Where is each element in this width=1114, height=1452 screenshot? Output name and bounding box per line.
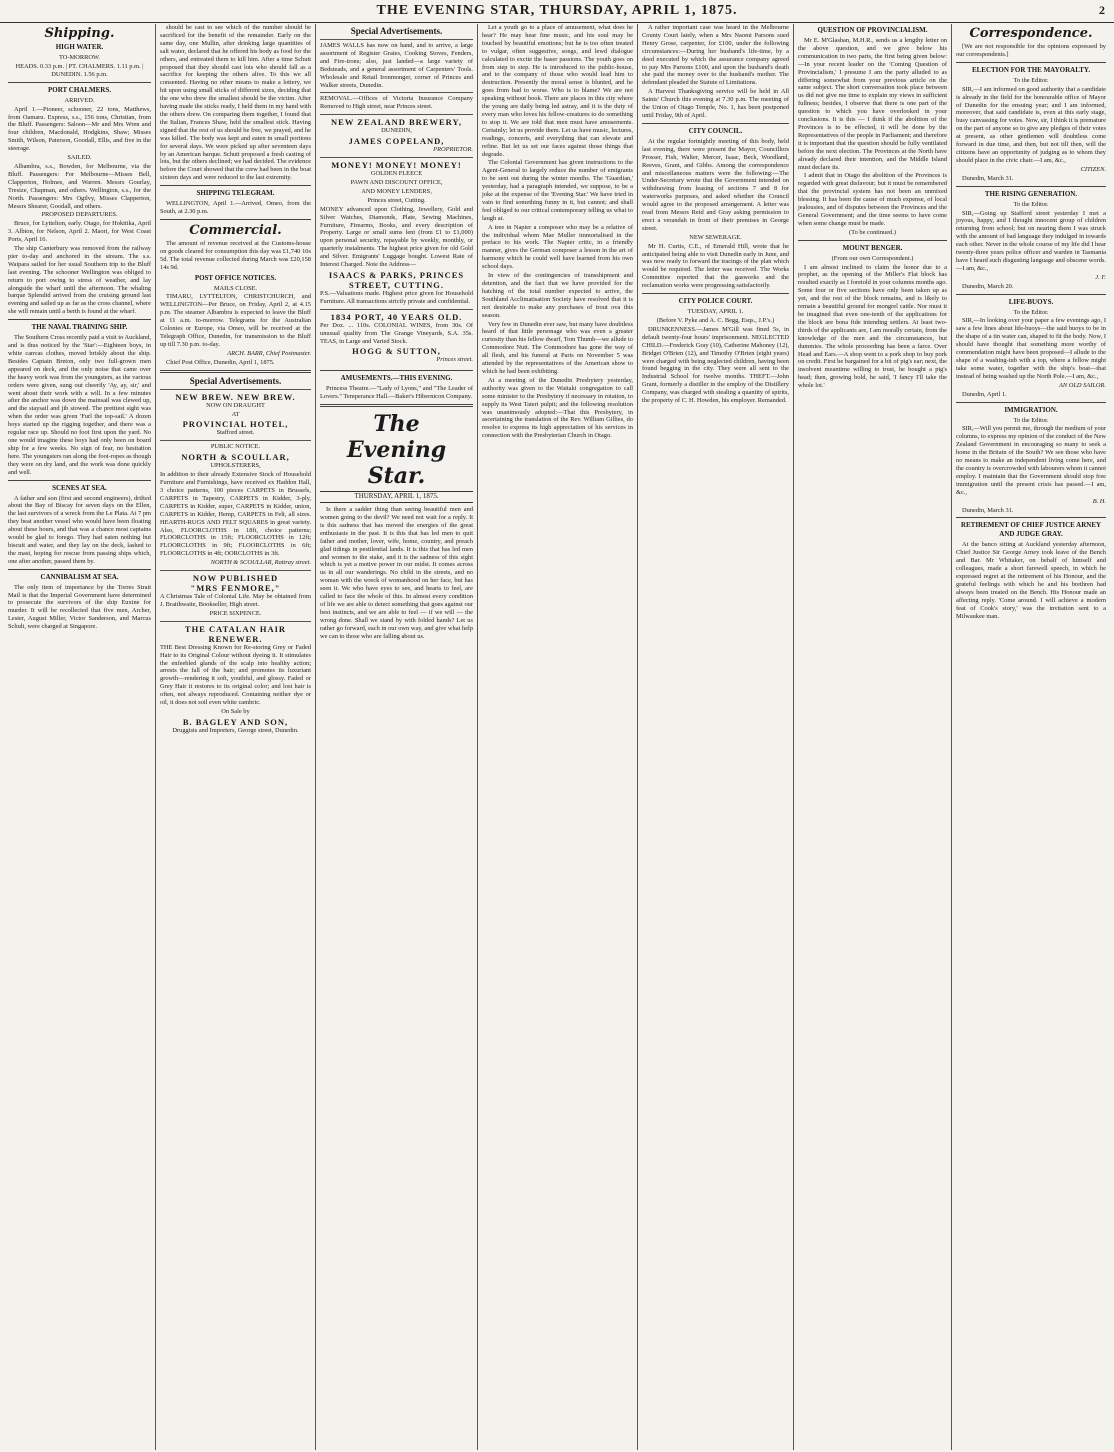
catalan-title: THE CATALAN HAIR RENEWER. <box>184 623 287 644</box>
rising-generation-heading: THE RISING GENERATION. <box>984 189 1078 198</box>
column-4 <box>478 24 638 1450</box>
rising-generation-to: To the Editor. <box>1013 200 1049 208</box>
high-water-times: HEADS. 0.33 p.m. | PT. CHALMERS. 1.11 p.m. | DUNEDIN. 1.56 p.m. <box>15 62 144 78</box>
catalan-firm-address: Druggists and Importers, George street, Dunedin. <box>172 726 299 734</box>
departures-text: Bruce, for Lyttelton, early. Otago, for Hokitika, April 3. Albion, for Nelson, April 2. Maori, for West Coast Ports, April 16. <box>8 220 151 244</box>
life-buoys-date: Dunedin, April 1. <box>962 390 1007 398</box>
city-council-text: At the regular fortnightly meeting of this body, held last evening, there were present the Mayor, Councillors Prosser, Fish, Walter, Mercer, Isaac, Beck, Woodland, Reeves, Grant, and Gibbs. Among the correspondence and miscellaneous matters were the following:—The Under-Secretary wrote that the Government intended on withdrawing from leasing of sections 7 and 8 for waterworks purposes, and asked whether the Council would agree to the proposed arrangement. A letter was read from Messrs Reid and Gray asking permission to erect a verandah in front of their premises in George street. <box>642 137 789 232</box>
new-brew-title: NEW BREW. NEW BREW. <box>175 391 296 402</box>
money-line-3: AND MONEY LENDERS, <box>361 187 432 195</box>
acclimatisation-news: In view of the contingencies of transshipment and detention, and the fact that we have provided for the hatching of the total number expected to arrive, the Southland Acclimatisation Society have resolved that it is not desirable to make any purchases of trout ova this season. <box>482 272 633 319</box>
post-office-heading: POST OFFICE NOTICES. <box>194 273 277 282</box>
provincialism-text-2: I admit that in Otago the abolition of the Provinces is regarded with great disfavour; but it must be remembered that the provincial system has not been an unmixed blessing. It has been the cause of much expense, of local jealousies, and of disputes between the Provinces and the General Government; and the time seems to have come when some change must be made. <box>798 172 947 227</box>
masthead-title: THE EVENING STAR, THURSDAY, APRIL 1, 1875. <box>376 3 738 18</box>
mount-benger-text: I am almost inclined to claim the honor due to a prophet, as the opening of the Miller's Flat block has resulted exactly as I foretold in your columns months ago. Some four or five sections have only been taken up as yet, and the rest of the block remains, and is likely to remain a beautiful ground for mongrel cattle. Nor must it be imagined that even one-tenth of the applications for the block are bona fide intending settlers. At least two-thirds of the applicants are, I am morally certain, from the knowledge of the men and the circumstances, but dummies. The whole proceeding has been a farce. Over Head and Ears.—A shop went to a pork shop to buy pork on credit. First he bargained for a bit of pig's ear; next, the insolvent meantime willing to trust, he bought a pig's head; then, growing bold, he said, 'I fancy I'll take the whole lot.' <box>798 263 947 390</box>
arrived-heading: ARRIVED. <box>64 96 95 104</box>
harvest-news: A Harvest Thanksgiving service will be held in All Saints' Church this evening at 7.30 p.m. The meeting of the Union of Otago Temple, No. 1, has been postponed until Friday, 9th of April. <box>642 88 789 119</box>
cannibalism-continued: should be cast to see which of the number should be sacrificed for the benefit of the remainder. Early on the same day, one Mullin, after drinking large quantities of salt water, declared that he offered his body as food for the others, and entreated them to kill him. After a time Schutt proposed that they should cast lots who should fall as a sacrifice for keeping the others alive. To this we all consented. Having no other means to make a lottery, we hit upon using small sticks of different sizes, deciding that the one who drew the smallest should be the victim. After having made the sticks ready, I held them in my hand with the others drew. On comparing them together, I found that the Italian, Frances Shaw, held the smallest stick. Having signed that the rest of us should be free, we prayed, and he was killed. The body was kept and eaten in small portions for several days. We were picked up after seventeen days by an American barque. Schutt proposed a fresh casting of lots, but the others declined; we had decided. The evidence before the Court showed that the crew had been in the boat sixteen days and were reduced to the last extremity. <box>160 24 311 182</box>
paper-title: The Evening Star. <box>346 411 447 490</box>
column-1 <box>4 24 156 1450</box>
mails-close: MAILS CLOSE. <box>213 284 258 292</box>
money-address: ISAACS & PARKS, PRINCES STREET, CUTTING. <box>328 269 465 290</box>
amusements-text: Princess Theatre.—"Lady of Lyons," and "The Leader of Lovers." Temperance Hall.—Baker's Hibernicon Company. <box>320 385 473 401</box>
commercial-text: The amount of revenue received at the Customs-house on goods cleared for consumption this day was £1,740 10s 5d. The total revenue collected during March was £20,158 14s 9d. <box>160 239 311 271</box>
police-court-date: TUESDAY, APRIL 1. <box>687 308 744 316</box>
sailed-text: Albambra, s.s., Bowden, for Melbourne, via the Bluff. Passengers: For Melbourne—Misses Bell, Clapperton, Holmes, and Warren. Messrs Gourlay, Tresize, Chapman, and others. Wellington, s.s., for the North. Passengers: Mrs Ogilvy, Misses Clapperton, Messrs Shearer, Goodall, and others. <box>8 162 151 210</box>
post-office-sign: ARCH. BARR, Chief Postmaster. <box>227 349 311 357</box>
training-ship-text: The Southern Cross recently paid a visit to Auckland, and is thus noticed by the 'Star':—Eighteen boys, in white canvas clothes, moved briskly about the ship. Besides Captain Breton, only two full-grown men appeared on deck, and the only noise that came over the heavy work was from the youngsters, as the various orders were given, sung out cheerily 'Ay, ay, sir,' and went about their work with a will. In a few minutes after the anchor was down the mainsail was clewed up, and the staysail and jib stowed. The prettiest sight was when the order was given 'Furl the top-sail.' A dozen boys started up the rigging together, and there was a regular race up. Should no foot first upon the yard. No one would imagine these boys had only been on board ship for a few weeks. No sign of fear, no hesitation here. The youngsters ran along the foot-ropes as though they were on dry land, and the work was done quickly and well. <box>8 334 151 476</box>
brewery-proprietor: PROPRIETOR. <box>433 146 473 154</box>
published-title: NOW PUBLISHED <box>192 573 279 584</box>
north-scoullar-ad <box>160 440 311 570</box>
telegram-text: WELLINGTON, April 1.—Arrived, Omeo, from the South, at 2.30 p.m. <box>160 200 311 216</box>
cannibalism-heading: CANNIBALISM AT SEA. <box>40 572 119 581</box>
provincialism-text: Mr E. M'Glashan, M.H.R., sends us a lengthy letter on the above question, and we give below his communication in two parts, the first being given below:—In your recent leader on the 'Coming Question of Provincialism,' I presume I am the party alluded to as differing somewhat from your previous article on the same subject. The short conversation took place between us did not give me time to explain my views in sufficient fullness; besides, I observe that there is one part of the question to which you have overlooked in your conclusions. It is this — I think if the abolition of the Provinces is to be effected, it will be done by the Representatives of the people in Parliament; and therefore it is important that the question should be fully ventilated before the next election. The Provinces at the North have already declared their intention, and the Middle Island must declare its. <box>798 37 947 171</box>
police-court-text: DRUNKENNESS.—James M'Gill was fined 5s, in default twenty-four hours' imprisonment. NEGLECTED CHILD.—Frederick Gray (10), Catherine Mahoney (12), Bridget O'Brien (12), and Timothy O'Brien (eight years) were charged with being neglected children, having been found begging in the city. They were all sent to the Industrial School for twelve months. THEFT.—John Grant, formerly a distiller in the employ of the Distillery Company, was charged with stealing a quantity of spirits, the property of C. H. Howden, his employer. Remanded. <box>642 325 789 405</box>
mayoralty-sign: CITIZEN. <box>1080 165 1106 173</box>
new-brew-hotel: PROVINCIAL HOTEL, <box>182 419 289 430</box>
catalan-body: THE Best Dressing Known for Re-storing Grey or Faded Hair to its Original Colour without dyeing it. It stimulates the enfeebled glands of the scalp into healthy action; arrests the fall of the hair; and promotes its luxuriant growth—rendering it soft, youthful, and glossy. Faded or Grey Hair it restores to its original color; and lost hair is often, not always reproduced. Containing neither dye or oil, it does not soil even white cambric. <box>160 643 311 707</box>
brewery-owner: JAMES COPELAND, <box>348 136 445 147</box>
money-title: MONEY! MONEY! MONEY! <box>331 160 462 171</box>
port-wine-firm: HOGG & SUTTON, <box>352 346 441 357</box>
port-wine-body: Per Doz. ... 110s. COLONIAL WINES, from 30s. Of unusual quality from The Grange Vineyards, S.A. 35s. TEAS, in Large and Varied Stock. <box>320 321 473 345</box>
city-council-heading: CITY COUNCIL. <box>688 126 743 135</box>
commodore-nutt-news: Very few in Dunedin ever saw, but many have doubtless heard of that little personage who was even a greater curiosity than his fellow dwarf, Tom Thumb—we allude to Commodore Nutt. The Commodore has gone the way of all flesh, and his funeral at Paris on November 5 was attended by the representatives of the American show to which he had been exhibiting. <box>482 320 633 375</box>
brewery-title: NEW ZEALAND BREWERY, <box>331 117 462 128</box>
north-scoullar-sign: NORTH & SCOULLAR, Rattray street. <box>210 559 311 567</box>
published-price: PRICE SIXPENCE. <box>209 609 262 617</box>
arrived-text: April 1.—Pioneer, schooner, 22 tons, Matthews, from Oamaru. Express, s.s., 156 tons, Christian, from the Bluff. Passengers: Saloon—Mr and Mrs Wren and four children, Macdonald, Hodgkins, Shaw; Misses Smith, Wilson, Paterson, Goodall, Ellis, and five in the steerage. <box>8 105 151 153</box>
money-ps: P.S.—Valuations made. Highest price given for Household Furniture. All transactions strictly private and confidential. <box>320 289 473 305</box>
north-scoullar-title: NORTH & SCOULLAR, <box>181 452 290 463</box>
new-brew-line-2: AT <box>231 410 240 418</box>
money-line-2: PAWN AND DISCOUNT OFFICE, <box>350 178 443 186</box>
new-brew-address: Stafford street. <box>216 429 255 437</box>
money-line-1: GOLDEN FLEECE <box>370 170 423 178</box>
column-7 <box>952 24 1110 1450</box>
training-ship-heading: THE NAVAL TRAINING SHIP. <box>31 323 128 332</box>
brewery-ad <box>320 114 473 157</box>
published-name: "MRS FENMORE," <box>190 583 281 594</box>
correspondence-heading: Correspondence. <box>969 26 1093 41</box>
mayoralty-date: Dunedin, March 31. <box>962 174 1014 182</box>
napier-news: A tree in Napier a composer who may be a relative of the individual whom Mae Muller immortalised in the preface to his work. The Napier critic, in a friendly manner, gives the German composer a lesson in the art of harmony which he could well have learned from his own school days. <box>482 223 633 271</box>
north-scoullar-body: In addition to their already Extensive Stock of Household Furniture and Furnishings, have received ex Haddon Hall, 3 choice patterns, 100 pieces CARPETS in Brussels, CARPETS in Tapestry, CARPETS in Kidder, 3-ply, CARPETS in Kidder, super, CARPETS in Kidder, union, CARPETS in Kidder, Hemp, CARPETS in Felt, all sizes. HEARTH-RUGS AND FELT SQUARES in great variety. Also, FLOORCLOTHS in 18ft, choice patterns; FLOORCLOTHS in 15ft; FLOORCLOTHS in 12ft; FLOORCLOTHS in 9ft; FLOORCLOTHS in 6ft; FLOORCLOTHS in 4ft; OORCLOTHS in 3ft. <box>160 471 311 558</box>
catalan-firm: B. BAGLEY AND SON, <box>182 716 289 727</box>
life-buoys-sign: AN OLD SAILOR. <box>1058 381 1106 389</box>
page-number: 2 <box>1099 3 1106 17</box>
sewerage-heading: NEW SEWERAGE. <box>689 233 742 241</box>
county-court-news: A rather important case was heard in the Melbourne County Court lately, when a Mrs Naomi Parsons sued Henry Grose, carpenter, for £100, under the following circumstances:—During her husband's life-time, by a deed executed by which the assurance company agreed to pay Mrs Parsons £100, and upon the husband's death she paid the money over to the husband's mother. The defendant pleaded the Statute of Limitations. <box>642 24 789 87</box>
catalan-ad <box>160 621 311 738</box>
police-court-bench: (Before V. Pyke and A. C. Begg, Esqs., J.P.'s.) <box>656 317 775 324</box>
retirement-heading: RETIREMENT OF CHIEF JUSTICE ARNEY AND JUDGE GRAY. <box>960 521 1102 539</box>
port-heading: PORT CHALMERS. <box>47 85 112 94</box>
commercial-heading: Commercial. <box>189 222 282 238</box>
mount-benger-sub: (From our own Correspondent.) <box>831 254 914 262</box>
rising-generation-text: SIR,—Going up Stafford street yesterday I met a joyous, happy, and I thought innocent group of children returning from school; but on nearing them I was struck with the amount of bad language they indulged in towards each other. Never in the whole course of my life did I hear twenty-three years police officer and warden in Tasmania have I heard such disgusting language and obscene words.—I am, &c., <box>956 209 1106 272</box>
immigration-sign: B. H. <box>1092 497 1106 505</box>
column-2 <box>156 24 316 1450</box>
money-line-4: Princes street, Cutting. <box>367 196 426 204</box>
james-walls-ad <box>320 39 473 92</box>
columns <box>4 24 1110 1450</box>
sewerage-text: Mr H. Curtis, C.E., of Emerald Hill, wrote that he anticipated being able to visit Dunedin early in June, and was now ready to forward the tracings of the plan which would be required. The letter was received. The Works Committee reported that the gasworks and the reclamation works were progressing satisfactorily. <box>642 242 789 290</box>
sailed-heading: SAILED. <box>67 154 92 162</box>
leader-text: Is there a sadder thing than seeing beautiful men and women going to the devil? We need not wait for a reply. It is this sadness that has moved the energies of the great enthusiasts in the past. It is this that has led men to quit father and mother, lover, wife, home, country, and preach glad tidings in pestilential lands. It is this that has led men and women to the stake, and it is the sadness of this sight which is yet a motive power in our midst. It comes across us in all our wanderings. No child in the streets, and no woman with the wreck of womanhood on her face, but has seen it. We who have eyes to see, and hearts to feel, are called to face the whole of this. In almost every condition of life we are able to detect something that goes against our best instincts, and we are able to feel — if we will — the wrong done. Shall we stand by with folded hands? Let us rather go forward, each in our own way, and give what help we can to those who are falling about us. <box>320 506 473 640</box>
police-court-heading: CITY POLICE COURT. <box>678 297 753 306</box>
post-office-date: Chief Post Office, Dunedin, April 1, 1875. <box>166 358 275 366</box>
money-ad <box>320 157 473 309</box>
provincialism-heading: QUESTION OF PROVINCIALISM. <box>817 26 928 34</box>
immigration-text: SIR,—Will you permit me, through the medium of your columns, to express my opinion of the conduct of the New Zealand Government in encouraging so many to seek a home in the Britain of the South? We see those who have no means to make an independent living come here, and the country is overcrowded with labourers whom it cannot employ. I maintain that the Government should stop free immigration until the present crisis has passed.—I am, &c., <box>956 425 1106 496</box>
leader-continued: Let a youth go to a place of amusement, what does he hear? He may hear fine music, and his soul may be touched by beautiful emotions; but he is too often treated to vulgar, often suggestive, songs, and lewd dialogue calculated to excite the baser passions. The youth goes on from step to step. He is introduced to the public-house, and to the company of those who would lead him to destruction. Presently the moral sense is blunted, and he goes from bad to worse. Who is to blame? We are not speaking without book. There are places in this city where the young are daily being led astray, and it is the duty of every man who loves his fellow-creatures to do something to stop it. We are told that men must have amusements. Certainly; let us provide them. Let us have music, lectures, readings, concerts, and everything that can elevate and refine. But let us set our faces against those things that degrade. <box>482 24 633 158</box>
mayoralty-text: SIR,—I am informed on good authority that a candidate is already in the field for the honourable office of Mayor of Dunedin for the ensuing year; and I am informed, moreover, that said candidate is, even at this early stage, busy canvassing for votes. Now, sir, I think it is premature on the part of anyone so to give any pledges of their votes at present, as other gentlemen will doubtless come forward in due time, and then, but not till then, will the citizens have an opportunity of judging as to whom they should place in the civic chair.—I am, &c., <box>956 85 1106 164</box>
immigration-to: To the Editor. <box>1013 416 1049 424</box>
post-office-text: TIMARU, LYTTELTON, CHRISTCHURCH, and WELLINGTON—Per Bruce, on Friday, April 2, at 4.15 p.m. The steamer Albambra is expected to leave the Bluff at 11 a.m. to-morrow. Telegrams for the Australian Colonies or Europe, via Omeo, will be received at the Telegraph Office, Dunedin, for transmission to the Bluff up till 7.30 p.m. to-day. <box>160 293 311 348</box>
presbytery-news: At a meeting of the Dunedin Presbytery yesterday, authority was given to the Waitaki congregation to call some minister to the Presbytery if necessary in rotation, to supply its West Taieri pulpit; and the following resolution was unanimously adopted:—That this Presbytery, in ascertaining the translation of the Rev. William Gillies, do resolve to express its high appreciation of his services in connection with the Presbyterian Church in Otago. <box>482 376 633 440</box>
money-body: MONEY advanced upon Clothing, Jewellery, Gold and Silver Watches, Diamonds, Plate, Sewing Machines, Furniture, Firearms, Books, and every description of Property. Large or small sums lent (from £1 to £1,000) upon personal security, repayable by weekly, monthly, or quarterly instalments. The highest price given for old Gold and Silver. Emigrants' Luggage bought. Lowest Rate of Interest Charged. Note the Address— <box>320 205 473 269</box>
scenes-heading: SCENES AT SEA. <box>52 483 107 492</box>
provincialism-continued: (To be continued.) <box>849 228 896 236</box>
removal-ad <box>320 92 473 114</box>
mayoralty-heading: ELECTION FOR THE MAYORALTY. <box>971 65 1091 74</box>
telegram-heading: SHIPPING TELEGRAM. <box>196 189 275 198</box>
shipping-news: The ship Canterbury was removed from the railway pier to-day and anchored in the stream. The s.s. Waipara sailed for her usual Southern trip to the Bluff last evening. The schooner Wellington was obliged to return to port owing to stress of weather, and lay alongside the wharf until the afternoon. The whaling barque Splendid arrived from the cruising ground last evening and sailed up as far as the cross channel, where she will remain until a berth is found at the wharf. <box>8 245 151 316</box>
retirement-text: At the banco sitting at Auckland yesterday afternoon, Chief Justice Sir George Arney took leave of the Bench and Bar. Mr Whitaker, on behalf of himself and colleagues, made a short farewell speech, in which he expressed regret at the retirement of his Honour, and the grateful feelings with which he and his brethren had always been treated on the Bench. His Honour made an affecting reply. 'Come around. I will achieve a modern feat of Cook's story,' was the invitation sent to a Milwaukee man. <box>956 541 1106 620</box>
scenes-text: A father and son (first and second engineers), drifted about the Bay of Biscay for seven days on the Ellen, the last survivors of a wreck from the Le Plata. At 7 pm they beat another vessel who would have been floating about these hours, and that was a chance most captains would be glad to forego. They had eaten nothing but biscuit and water, and they lay on the deck, lashed to the mast, hoping for rescue from passing ships which, one after another, passed them by. <box>8 494 151 565</box>
north-scoullar-sub: UPHOLSTERERS, <box>210 462 261 470</box>
cannibalism-text: The only item of importance by the Torres Strait Mail is that the Imperial Government have determined to prosecute the survivors of the ship Euxine for murder. It will be recollected that five men, Archer, Lester, August Miller, Victor Sanderson, and Marcus Schult, were charged at Singapore. <box>8 583 151 631</box>
correspondence-note: [We are not responsible for the opinions expressed by our correspondents.] <box>956 43 1106 58</box>
immigration-heading: IMMIGRATION. <box>1004 405 1058 414</box>
column-6 <box>794 24 952 1450</box>
life-buoys-text: SIR,—In looking over your paper a few evenings ago, I saw a few lines about life-buoys—the said buoys to be in the shape of a tin water can, shaped to fit the body. Now, I should have thought that something more worthy of commendation might have been proposed—I allude to the shape of a washing-tub with a top, where a fellow might take some water, together with the ship's boat—that instead of being washed up the North Pole.—I am, &c., <box>956 317 1106 380</box>
mayoralty-to: To the Editor. <box>1013 76 1049 84</box>
public-notice-title: PUBLIC NOTICE. <box>210 443 261 451</box>
paper-dateline: THURSDAY, APRIL 1, 1875. <box>320 491 473 503</box>
special-ads-heading-2: Special Advertisements. <box>350 26 443 36</box>
port-wine-address: Princes street. <box>436 356 473 364</box>
brewery-town: DUNEDIN, <box>381 127 412 135</box>
special-ads-heading: Special Advertisements. <box>189 375 282 386</box>
shipping-heading: Shipping. <box>44 26 115 41</box>
departures-heading: PROPOSED DEPARTURES. <box>41 211 118 219</box>
column-3 <box>316 24 478 1450</box>
colonial-news: The Colonial Government has given instructions to the Agent-General to largely reduce the number of emigrants to be sent out during the winter months. The 'Guardian,' yesterday, had a paragraph intended, we suppose, to be a joke at the expense of the 'Evening Star.' We have tried in vain to find something funny in it, but cannot; and shall feel obliged to our critical contemporary telling us what to laugh at. <box>482 159 633 222</box>
masthead <box>0 0 1114 23</box>
mount-benger-heading: MOUNT BENGER. <box>842 243 903 252</box>
rising-generation-date: Dunedin, March 20. <box>962 282 1014 290</box>
catalan-sale: On Sale by <box>221 708 250 715</box>
new-brew-ad <box>160 389 311 441</box>
immigration-date: Dunedin, March 31. <box>962 506 1014 514</box>
james-walls-body: JAMES WALLS has now on hand, and to arrive, a large assortment of Register Grates, Cooking Stoves, Fenders, and Fire-irons; also, just landed—a large variety of Bedsteads, and a general assortment of Carpenters' Tools. Wholesale and Retail Ironmonger, corner of Princes and Walker streets, Dunedin. <box>320 42 473 89</box>
rising-generation-sign: J. F. <box>1095 273 1106 281</box>
column-5 <box>638 24 794 1450</box>
port-wine-ad <box>320 309 473 368</box>
new-brew-line-1: NOW ON DRAUGHT <box>206 401 265 409</box>
published-body: A Christmas Tale of Colonial Life. May be obtained from J. Braithwaite, Bookseller, High street. <box>160 593 311 608</box>
high-water-sub: TO-MORROW. <box>58 54 100 61</box>
life-buoys-to: To the Editor. <box>1013 308 1049 316</box>
life-buoys-heading: LIFE-BUOYS. <box>1008 297 1054 306</box>
published-ad <box>160 570 311 621</box>
port-wine-title: 1834 PORT, 40 YEARS OLD. <box>330 311 463 322</box>
amusements-heading: AMUSEMENTS.—THIS EVENING. <box>340 374 453 383</box>
removal-body: REMOVAL.—Offices of Victoria Insurance Company Removed to High street, near Princes street. <box>320 95 473 111</box>
high-water-heading: HIGH WATER. <box>55 43 104 51</box>
